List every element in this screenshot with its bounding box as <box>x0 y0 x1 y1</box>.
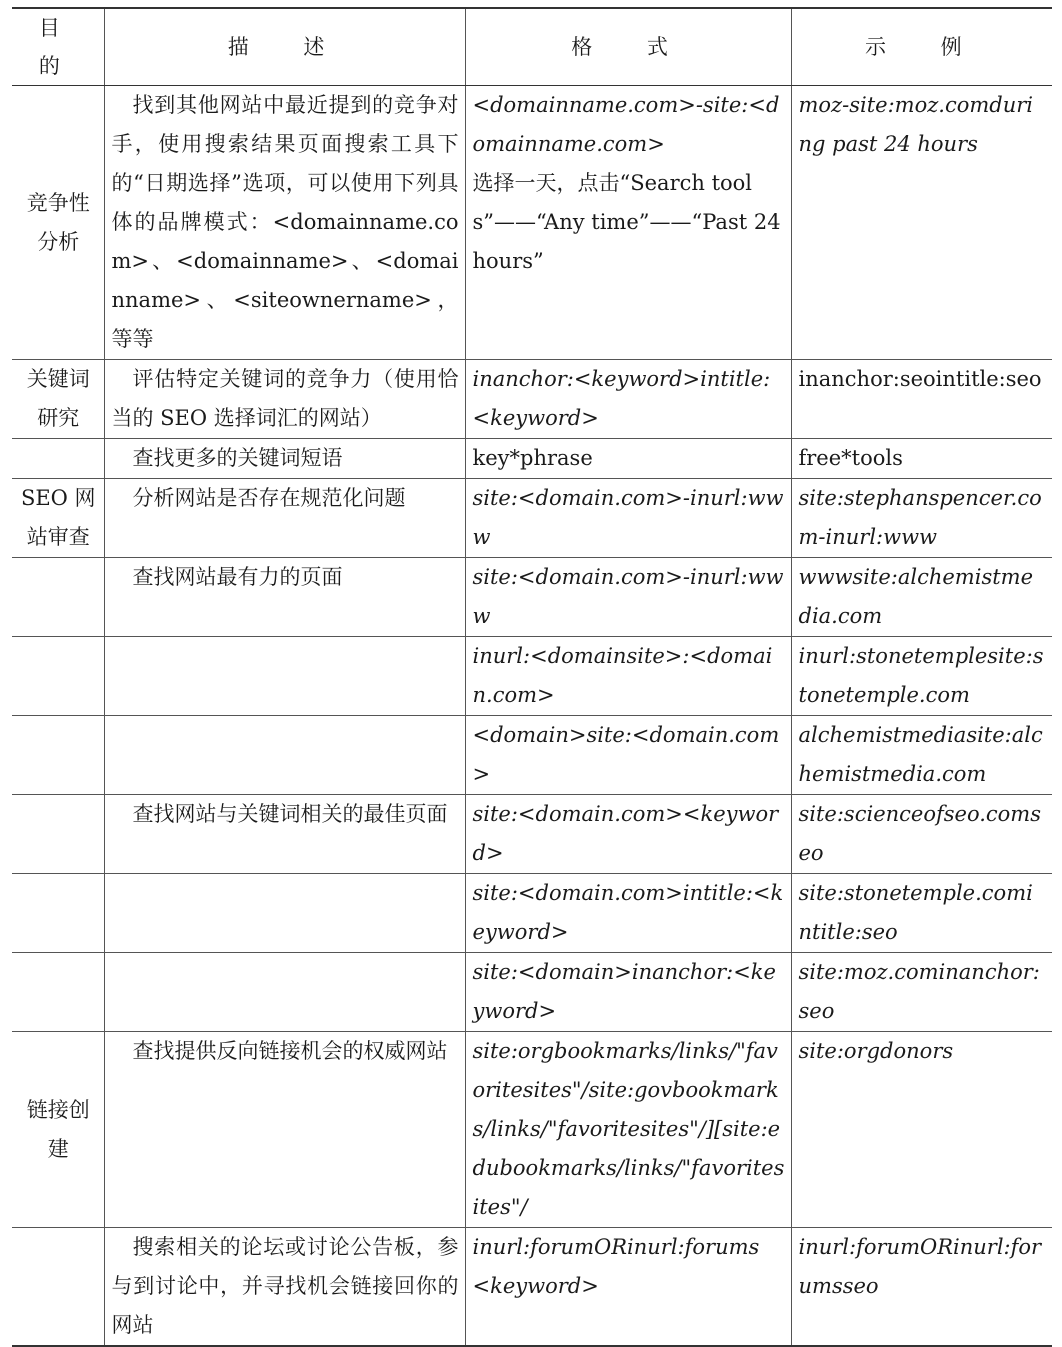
purpose-cell <box>12 795 104 874</box>
example-cell: site:orgdonors <box>791 1032 1052 1228</box>
format-cell: site:<domain.com>intitle:<keyword> <box>465 874 791 953</box>
format-cell: site:<domain.com><keyword> <box>465 795 791 874</box>
purpose-cell: 关键词研究 <box>12 360 104 439</box>
description-cell: 查找提供反向链接机会的权威网站 <box>104 1032 465 1228</box>
purpose-cell: 链接创建 <box>12 1032 104 1228</box>
table-row <box>12 439 1052 479</box>
table-row <box>12 795 1052 874</box>
format-cell: site:<domain.com>-inurl:www <box>465 558 791 637</box>
purpose-cell: 竞争性分析 <box>12 86 104 360</box>
example-cell: site:stephanspencer.com-inurl:www <box>791 479 1052 558</box>
format-cell: site:orgbookmarks/links/"favoritesites"/site:govbookmarks/links/"favoritesites"/][site:edubookmarks/links/"favoritesites"/ <box>465 1032 791 1228</box>
purpose-cell <box>12 874 104 953</box>
header-format: 格 式 <box>465 8 791 86</box>
example-cell: inurl:forumORinurl:forumsseo <box>791 1228 1052 1347</box>
description-cell: 查找更多的关键词短语 <box>104 439 465 479</box>
description-cell: 查找网站最有力的页面 <box>104 558 465 637</box>
header-purpose: 目 的 <box>12 8 104 86</box>
example-cell: alchemistmediasite:alchemistmedia.com <box>791 716 1052 795</box>
table-row <box>12 479 1052 558</box>
example-cell: inurl:stonetemplesite:stonetemple.com <box>791 637 1052 716</box>
purpose-cell <box>12 953 104 1032</box>
example-cell: site:stonetemple.comintitle:seo <box>791 874 1052 953</box>
table-row <box>12 716 1052 795</box>
format-cell <box>465 1228 791 1347</box>
purpose-cell <box>12 716 104 795</box>
table-row <box>12 953 1052 1032</box>
format-cell: site:<domain>inanchor:<keyword> <box>465 953 791 1032</box>
example-cell: moz-site:moz.comduring past 24 hours <box>791 86 1052 360</box>
table-row <box>12 637 1052 716</box>
table-row <box>12 1228 1052 1347</box>
table-row <box>12 86 1052 360</box>
header-description: 描 述 <box>104 8 465 86</box>
description-cell: 搜索相关的论坛或讨论公告板，参与到讨论中，并寻找机会链接回你的网站 <box>104 1228 465 1347</box>
format-cell: inanchor:<keyword>intitle:<keyword> <box>465 360 791 439</box>
description-cell: 查找网站与关键词相关的最佳页面 <box>104 795 465 874</box>
format-cell <box>465 86 791 360</box>
purpose-cell: SEO 网站审查 <box>12 479 104 558</box>
format-note: <keyword> <box>472 1274 599 1298</box>
header-example: 示 例 <box>791 8 1052 86</box>
purpose-cell <box>12 558 104 637</box>
format-text: <domainname.com>-site:<domainname.com> <box>472 93 780 156</box>
purpose-cell <box>12 637 104 716</box>
seo-search-operators-table <box>12 7 1052 1347</box>
purpose-cell <box>12 439 104 479</box>
example-cell: free*tools <box>791 439 1052 479</box>
purpose-cell <box>12 1228 104 1347</box>
description-cell <box>104 637 465 716</box>
table-row <box>12 558 1052 637</box>
table-row <box>12 1032 1052 1228</box>
description-cell: 评估特定关键词的竞争力（使用恰当的 SEO 选择词汇的网站） <box>104 360 465 439</box>
format-cell: key*phrase <box>465 439 791 479</box>
table-header-row <box>12 8 1052 86</box>
format-cell: site:<domain.com>-inurl:www <box>465 479 791 558</box>
table-row <box>12 360 1052 439</box>
format-text: inurl:forumORinurl:forums <box>472 1235 760 1259</box>
table-row <box>12 874 1052 953</box>
example-cell: site:scienceofseo.comseo <box>791 795 1052 874</box>
format-cell: <domain>site:<domain.com> <box>465 716 791 795</box>
description-cell <box>104 716 465 795</box>
format-note: 选择一天，点击“Search tools”——“Any time”——“Past 24 hours” <box>472 171 781 273</box>
description-cell <box>104 874 465 953</box>
format-cell: inurl:<domainsite>:<domain.com> <box>465 637 791 716</box>
description-cell: 找到其他网站中最近提到的竞争对手，使用搜索结果页面搜索工具下的“日期选择”选项，可以使用下列具体的品牌模式：<domainname.com>、<domainname>、<domainname>、<siteownername>，等等 <box>104 86 465 360</box>
example-cell: site:moz.cominanchor:seo <box>791 953 1052 1032</box>
example-cell: wwwsite:alchemistmedia.com <box>791 558 1052 637</box>
example-cell: inanchor:seointitle:seo <box>791 360 1052 439</box>
description-cell: 分析网站是否存在规范化问题 <box>104 479 465 558</box>
description-cell <box>104 953 465 1032</box>
